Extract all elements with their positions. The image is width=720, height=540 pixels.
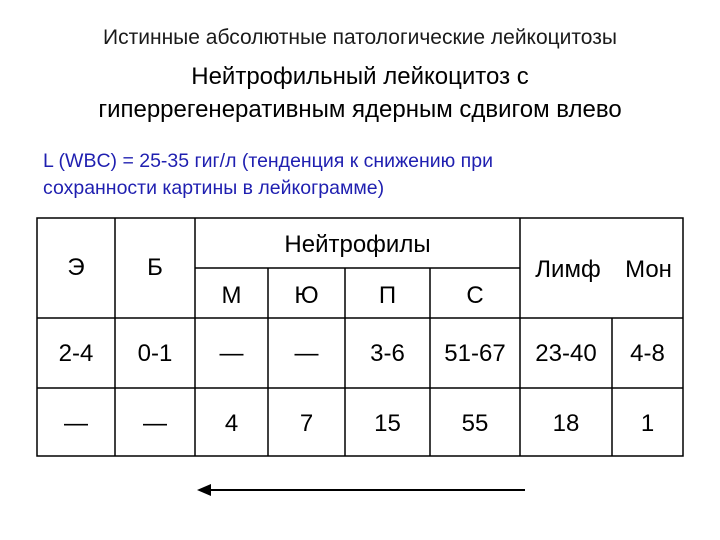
norm-cell-mon: 4-8 [630,340,665,367]
header-eosinophils: Э [67,254,85,281]
norm-cell-lymph: 23-40 [535,340,597,367]
case-cell-p: 15 [374,410,401,437]
case-cell-e: — [64,410,88,437]
norm-cell-m: — [219,340,244,367]
case-cell-mon: 1 [640,410,655,437]
header-monocytes: Мон [625,256,672,283]
header-basophils: Б [147,254,163,281]
header-lymphocytes: Лимф [535,256,601,283]
norm-cell-e: 2-4 [58,340,94,367]
subtitle-line-2: гиперрегенеративным ядерным сдвигом влево [98,96,622,123]
wbc-line-2: сохранности картины в лейкограмме) [43,177,385,199]
subtitle-line-1: Нейтрофильный лейкоцитоз с [191,63,529,90]
header-metamyelocytes: Ю [294,282,319,309]
norm-cell-yu: — [294,340,319,367]
header-myelocytes: М [221,282,242,309]
slide-subtitle [0,60,720,126]
left-arrow-icon [195,480,535,500]
header-neutrophils: Нейтрофилы [284,231,431,258]
norm-cell-b: 0-1 [137,340,173,367]
case-cell-b: — [143,410,167,437]
header-band: П [378,282,397,309]
slide-title: Истинные абсолютные патологические лейкоцитозы [103,26,617,49]
case-cell-m: 4 [224,410,239,437]
norm-cell-s: 51-67 [444,340,506,367]
wbc-range-note [43,148,693,202]
case-cell-s: 55 [461,410,489,437]
wbc-line-1: L (WBC) = 25-35 гиг/л (тенденция к снижению при [43,150,493,172]
header-segmented: С [466,282,484,309]
case-cell-yu: 7 [299,410,314,437]
case-cell-lymph: 18 [552,410,580,437]
norm-cell-p: 3-6 [370,340,405,367]
